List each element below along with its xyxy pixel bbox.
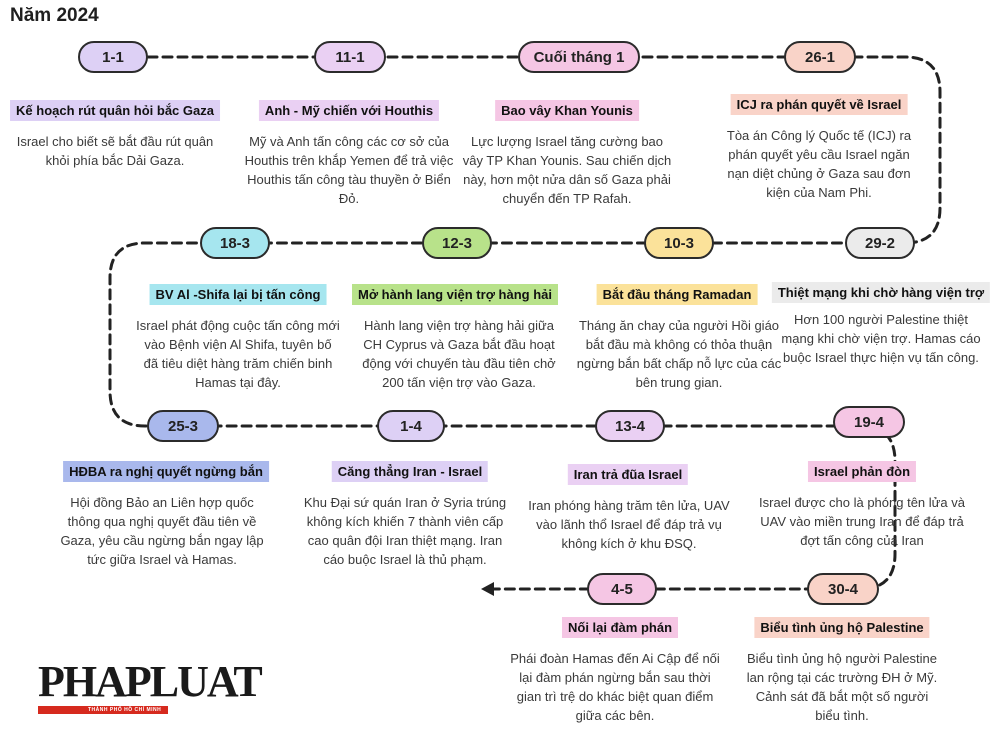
event-title-13: Biểu tình ủng hộ Palestine [754, 617, 929, 638]
date-pill-label: 18-3 [219, 234, 251, 252]
event-title-12: Israel phản đòn [808, 461, 916, 482]
date-pill-13 [807, 573, 879, 605]
event-title-3: Bao vây Khan Younis [495, 100, 639, 121]
date-pill-label: 30-4 [827, 580, 859, 598]
event-title-9: HĐBA ra nghị quyết ngừng bắn [63, 461, 269, 482]
date-pill-label: 29-2 [864, 234, 896, 252]
date-pill-label: 11-1 [335, 48, 365, 66]
date-pill-1 [78, 41, 148, 73]
date-pill-9 [147, 410, 219, 442]
date-pill-6 [644, 227, 714, 259]
event-title-14: Nối lại đàm phán [562, 617, 678, 638]
event-title-2: Anh - Mỹ chiến với Houthis [259, 100, 439, 121]
date-pill-label: 1-4 [400, 417, 422, 435]
event-title-1: Kế hoạch rút quân hỏi bắc Gaza [10, 100, 220, 121]
logo-text: PHAPLUAT [38, 657, 261, 706]
event-title-5: Thiệt mạng khi chờ hàng viện trợ [772, 282, 990, 303]
event-desc-4: Tòa án Công lý Quốc tế (ICJ) ra phán quyết yêu cầu Israel ngăn nạn diệt chủng ở Gaza sau đơn kiện của Nam Phi. [726, 128, 912, 200]
date-pill-label: 13-4 [614, 417, 646, 435]
date-pill-label: 12-3 [441, 234, 473, 252]
year-title: Năm 2024 [10, 5, 99, 26]
date-pill-8 [200, 227, 270, 259]
event-desc-13: Biểu tình ủng hộ người Palestine lan rộng tại các trường ĐH ở Mỹ. Cảnh sát đã bắt một số người biểu tình. [746, 651, 938, 723]
event-title-7: Mở hành lang viện trợ hàng hải [352, 284, 558, 305]
date-pill-label: 19-4 [853, 413, 885, 431]
date-pill-label: 26-1 [804, 48, 836, 66]
date-pill-10 [377, 410, 445, 442]
event-desc-12: Israel được cho là phóng tên lửa và UAV vào miền trung Iran để đáp trả đợt tấn công của Iran [759, 495, 965, 548]
event-title-6: Bắt đầu tháng Ramadan [597, 284, 758, 305]
date-pill-14 [587, 573, 657, 605]
date-pill-label: 4-5 [611, 580, 633, 598]
event-desc-11: Iran phóng hàng trăm tên lửa, UAV vào lãnh thổ Israel để đáp trả vụ không kích ở khu ĐSQ. [528, 498, 730, 551]
date-pill-label: 25-3 [167, 417, 199, 435]
event-desc-1: Israel cho biết sẽ bắt đầu rút quân khỏi phía bắc Dải Gaza. [16, 134, 214, 168]
event-title-11: Iran trả đũa Israel [568, 464, 688, 485]
date-pill-12 [833, 406, 905, 438]
date-pill-2 [314, 41, 386, 73]
date-pill-7 [422, 227, 492, 259]
logo-wordmark [38, 657, 261, 706]
event-desc-14: Phái đoàn Hamas đến Ai Cập để nối lại đàm phán ngừng bắn sau thời gian trì trệ do khác biệt quan điểm giữa các bên. [510, 651, 720, 723]
event-desc-7: Hành lang viện trợ hàng hải giữa CH Cyprus và Gaza bắt đầu hoạt động với chuyến tàu đầu tiên chở 200 tấn viện trợ vào Gaza. [362, 318, 556, 390]
event-title-4: ICJ ra phán quyết về Israel [731, 94, 908, 115]
phapluat-logo [38, 657, 261, 714]
date-pill-3 [518, 41, 640, 73]
event-desc-2: Mỹ và Anh tấn công các cơ sở của Houthis trên khắp Yemen để trả việc Houthis tấn công tàu thuyền ở Biển Đỏ. [244, 134, 454, 206]
logo-bar [38, 706, 168, 714]
event-desc-9: Hội đồng Bảo an Liên hợp quốc thông qua nghị quyết đầu tiên về Gaza, yêu cầu ngừng bắn ngay lập tức giữa Israel và Hamas. [60, 495, 264, 567]
event-desc-6: Tháng ăn chay của người Hồi giáo bắt đầu mà không có thỏa thuận ngừng bắn bất chấp nỗ lực của các bên trung gian. [576, 318, 782, 390]
event-desc-5: Hơn 100 người Palestine thiệt mạng khi chờ viện trợ. Hamas cáo buộc Israel thực hiện vụ tấn công. [781, 312, 981, 365]
event-desc-10: Khu Đại sứ quán Iran ở Syria trúng không kích khiến 7 thành viên cấp cao quân đội Iran thiệt mạng. Iran cáo buộc Israel là thủ phạm. [303, 495, 507, 567]
date-pill-5 [845, 227, 915, 259]
date-pill-11 [595, 410, 665, 442]
date-pill-label: Cuối tháng 1 [533, 48, 625, 66]
date-pill-label: 10-3 [663, 234, 695, 252]
logo-subtitle: THÀNH PHỐ HỒ CHÍ MINH [88, 707, 162, 713]
date-pill-label: 1-1 [102, 48, 124, 66]
event-desc-3: Lực lượng Israel tăng cường bao vây TP Khan Younis. Sau chiến dịch này, hơn một nửa dân số Gaza phải chuyển đến TP Rafah. [462, 134, 672, 206]
event-title-8: BV Al -Shifa lại bị tấn công [150, 284, 327, 305]
event-title-10: Căng thẳng Iran - Israel [332, 461, 488, 482]
event-desc-8: Israel phát động cuộc tấn công mới vào Bệnh viện Al Shifa, tuyên bố đã tiêu diệt hàng trăm chiến binh Hamas tại đây. [136, 318, 340, 390]
date-pill-4 [784, 41, 856, 73]
